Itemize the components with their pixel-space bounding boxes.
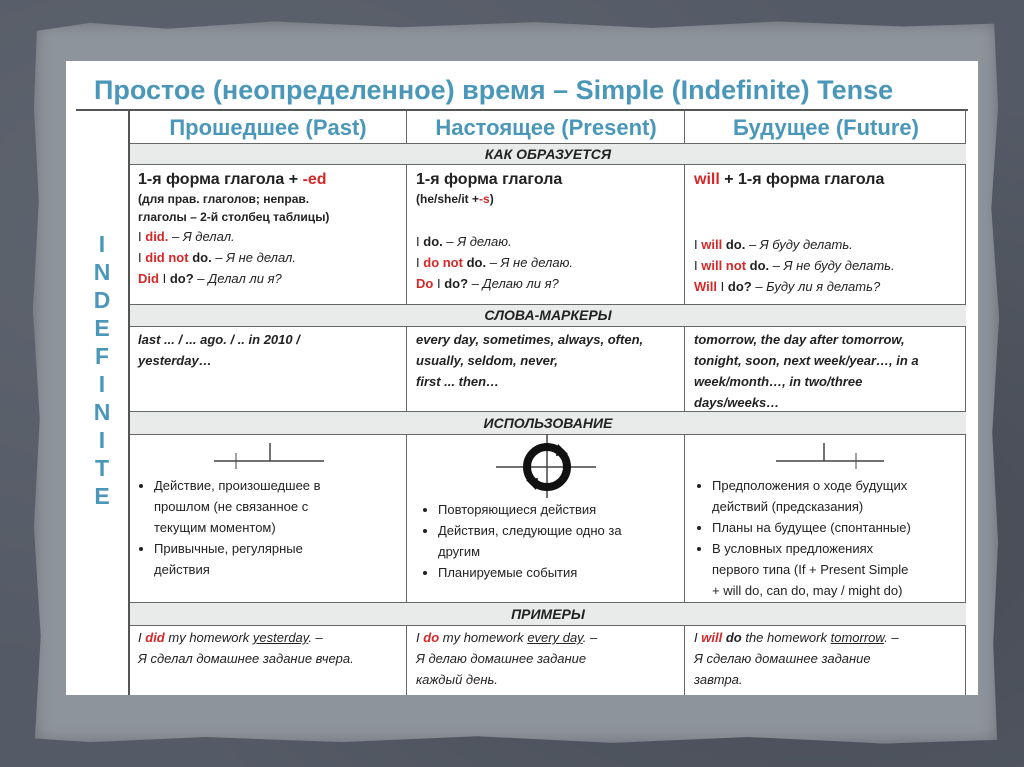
- pronoun: I: [138, 630, 142, 645]
- marker-line: tomorrow, the day after tomorrow,: [694, 332, 905, 347]
- usage-line: другим: [438, 544, 481, 559]
- list-item: [712, 517, 976, 538]
- rule-note: глаголы – 2-й столбец таблицы): [138, 210, 330, 224]
- suffix-s: -s: [479, 192, 490, 206]
- pronoun: I: [416, 255, 420, 270]
- marker-line: usually, seldom, never,: [416, 353, 558, 368]
- translation: Я сделаю домашнее задание: [694, 651, 871, 666]
- marker-line: yesterday…: [138, 353, 212, 368]
- usage-line: • Планируемые события: [438, 565, 578, 580]
- auxiliary: will: [701, 630, 723, 645]
- usage-line: • Действие, произошедшее в: [154, 478, 321, 493]
- translation: – Буду ли я делать?: [755, 279, 881, 294]
- translation: Я делаю домашнее задание: [416, 651, 587, 666]
- formation-past: [138, 169, 404, 289]
- marker-line: tonight, soon, next week/year…, in a: [694, 353, 919, 368]
- object: my homework: [168, 630, 250, 645]
- auxiliary: Do: [416, 276, 434, 291]
- verb: did: [145, 630, 165, 645]
- pronoun: I: [162, 271, 167, 286]
- example-future: [694, 627, 962, 690]
- past-timeline-icon: [206, 439, 346, 473]
- verb: do.: [466, 255, 487, 270]
- pronoun: I: [416, 234, 420, 249]
- punctuation: . –: [582, 630, 598, 645]
- punctuation: . –: [884, 630, 899, 645]
- translation: каждый день.: [416, 672, 498, 687]
- object: the homework: [745, 630, 827, 645]
- side-letter: T: [94, 455, 110, 481]
- verb: do: [725, 630, 742, 645]
- section-usage: ИСПОЛЬЗОВАНИЕ: [130, 411, 966, 435]
- side-letter: E: [94, 483, 110, 509]
- pronoun: I: [138, 229, 142, 244]
- usage-line: • Действия, следующие одно за: [438, 523, 622, 538]
- side-letter: F: [94, 343, 110, 369]
- auxiliary: Will: [694, 279, 717, 294]
- formation-future: [694, 169, 962, 297]
- side-label-column: [76, 111, 130, 695]
- usage-past-list: [138, 475, 414, 580]
- list-item: [154, 538, 414, 580]
- suffix-ed: -ed: [302, 171, 327, 188]
- future-timeline-icon: [766, 439, 906, 473]
- usage-line: • Планы на будущее (спонтанные): [712, 520, 911, 535]
- title-divider: [76, 109, 968, 111]
- translation: – Я не делаю.: [489, 255, 573, 270]
- markers-past: [138, 329, 404, 371]
- markers-future: [694, 329, 962, 413]
- rule-note-end: ): [489, 192, 494, 206]
- verb: do: [423, 630, 440, 645]
- grammar-table-sheet: [66, 61, 978, 695]
- usage-line: действий (предсказания): [712, 499, 864, 514]
- column-header-future: Будущее (Future): [733, 115, 919, 140]
- verb: did.: [145, 229, 169, 244]
- marker-line: last ... / ... ago. / .. in 2010 /: [138, 332, 300, 347]
- section-examples: ПРИМЕРЫ: [130, 602, 966, 626]
- translation: Я сделал домашнее задание вчера.: [138, 651, 354, 666]
- side-letter: I: [98, 427, 106, 453]
- column-header-present: Настоящее (Present): [435, 115, 657, 140]
- column-header-past: Прошедшее (Past): [169, 115, 367, 140]
- page-title: Простое (неопределенное) время – Simple (Indefinite) Tense: [94, 75, 894, 105]
- verb: do?: [169, 271, 194, 286]
- side-letter: D: [93, 287, 111, 313]
- verb: do?: [727, 279, 752, 294]
- rule-text: 1-я форма глагола: [416, 171, 563, 188]
- side-letter: I: [98, 231, 106, 257]
- verb: do.: [749, 258, 770, 273]
- translation: – Я буду делать.: [748, 237, 853, 252]
- usage-line: • Предположения о ходе будущих: [712, 478, 908, 493]
- usage-line: • Привычные, регулярные: [154, 541, 303, 556]
- list-item: [154, 475, 414, 538]
- pronoun: I: [694, 258, 698, 273]
- marker-line: week/month…, in two/three: [694, 374, 863, 389]
- rule-note: (для прав. глаголов; неправ.: [138, 192, 310, 206]
- object: my homework: [442, 630, 524, 645]
- marker-line: first ... then…: [416, 374, 500, 389]
- marker-line: days/weeks…: [694, 395, 780, 410]
- punctuation: . –: [308, 630, 323, 645]
- usage-present-list: [422, 499, 694, 583]
- auxiliary-will: will: [694, 171, 720, 188]
- pronoun: I: [138, 250, 142, 265]
- side-letter: E: [94, 315, 110, 341]
- rule-text: 1-я форма глагола +: [138, 171, 299, 188]
- usage-future-list: [696, 475, 976, 601]
- usage-line: текущим моментом): [154, 520, 276, 535]
- example-present: [416, 627, 680, 690]
- usage-line: • Повторяющиеся действия: [438, 502, 597, 517]
- formation-present: [416, 169, 680, 294]
- list-item: [438, 499, 694, 520]
- list-item: [712, 538, 976, 601]
- usage-line: первого типа (If + Present Simple: [712, 562, 909, 577]
- verb: do.: [423, 234, 443, 249]
- translation: – Делал ли я?: [197, 271, 282, 286]
- translation: – Я делал.: [171, 229, 235, 244]
- side-letter: N: [93, 399, 111, 425]
- markers-present: [416, 329, 680, 392]
- rule-note: (he/she/it +: [416, 192, 480, 206]
- side-letter: N: [93, 259, 111, 285]
- usage-line: действия: [154, 562, 210, 577]
- section-formation: КАК ОБРАЗУЕТСЯ: [130, 144, 966, 165]
- pronoun: I: [694, 237, 698, 252]
- time-marker: tomorrow: [830, 630, 885, 645]
- cycle-icon: [496, 434, 596, 498]
- list-item: [438, 562, 694, 583]
- pronoun: I: [720, 279, 725, 294]
- auxiliary: do not: [423, 255, 463, 270]
- time-marker: yesterday: [252, 630, 309, 645]
- rule-text: + 1-я форма глагола: [724, 171, 885, 188]
- usage-line: прошлом (не связанное с: [154, 499, 309, 514]
- list-item: [712, 475, 976, 517]
- marker-line: every day, sometimes, always, often,: [416, 332, 644, 347]
- pronoun: I: [416, 630, 420, 645]
- usage-line: • В условных предложениях: [712, 541, 874, 556]
- auxiliary: did not: [145, 250, 189, 265]
- auxiliary: Did: [138, 271, 159, 286]
- usage-line: + will do, can do, may / might do): [712, 583, 903, 598]
- pronoun: I: [436, 276, 441, 291]
- translation: – Я делаю.: [446, 234, 512, 249]
- translation: – Я не делал.: [215, 250, 296, 265]
- time-marker: every day: [527, 630, 583, 645]
- list-item: [438, 520, 694, 562]
- verb: do.: [725, 237, 746, 252]
- translation: – Делаю ли я?: [471, 276, 559, 291]
- verb: do.: [192, 250, 212, 265]
- example-past: [138, 627, 404, 669]
- side-letter: I: [98, 371, 106, 397]
- translation: – Я не буду делать.: [772, 258, 895, 273]
- section-markers: СЛОВА-МАРКЕРЫ: [130, 304, 966, 327]
- auxiliary: will: [701, 237, 723, 252]
- pronoun: I: [694, 630, 698, 645]
- translation: завтра.: [694, 672, 743, 687]
- verb: do?: [444, 276, 469, 291]
- auxiliary: will not: [701, 258, 747, 273]
